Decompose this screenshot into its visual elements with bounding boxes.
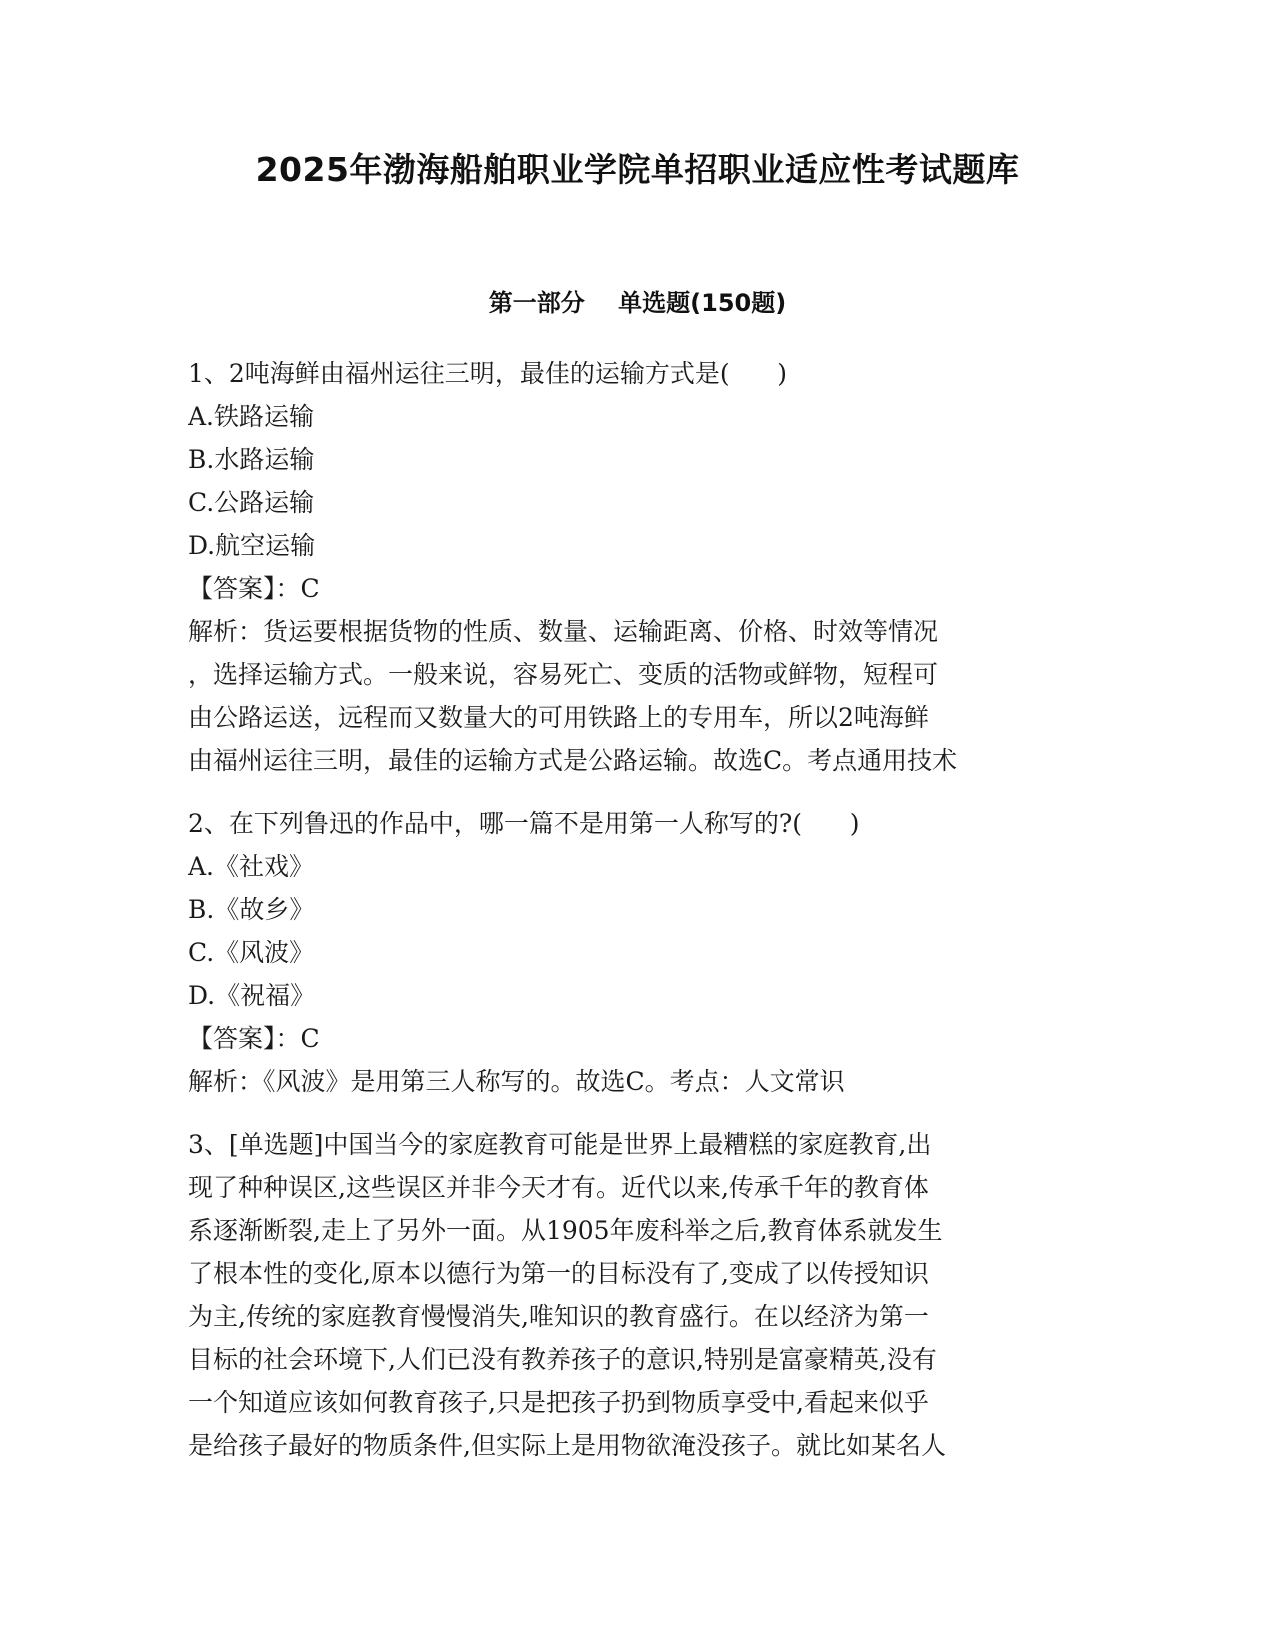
question-stem-line: 3、[单选题]中国当今的家庭教育可能是世界上最糟糕的家庭教育,出 xyxy=(188,1130,932,1159)
option-a: A.《社戏》 xyxy=(188,852,315,881)
analysis-line: 由福州运往三明，最佳的运输方式是公路运输。故选C。考点通用技术 xyxy=(188,746,958,775)
question-1 xyxy=(188,352,1088,782)
analysis-line: ，选择运输方式。一般来说，容易死亡、变质的活物或鲜物，短程可 xyxy=(188,660,939,689)
question-stem-line: 一个知道应该如何教育孩子,只是把孩子扔到物质享受中,看起来似乎 xyxy=(188,1388,929,1417)
option-a: A.铁路运输 xyxy=(188,402,315,431)
document-body xyxy=(188,352,1088,1467)
answer-line: 【答案】：C xyxy=(188,574,320,603)
option-b: B.水路运输 xyxy=(188,445,315,474)
option-c: C.公路运输 xyxy=(188,488,315,517)
question-stem-line: 目标的社会环境下,人们已没有教养孩子的意识,特别是富豪精英,没有 xyxy=(188,1345,937,1374)
option-d: D.《祝福》 xyxy=(188,981,316,1010)
question-2 xyxy=(188,802,1088,1103)
document-title: 2025年渤海船舶职业学院单招职业适应性考试题库 xyxy=(255,150,1020,189)
analysis-line: 解析：《风波》是用第三人称写的。故选C。考点：人文常识 xyxy=(188,1067,845,1096)
question-stem: 1、2吨海鲜由福州运往三明，最佳的运输方式是( ) xyxy=(188,359,788,388)
option-c: C.《风波》 xyxy=(188,938,315,967)
question-spacer xyxy=(188,782,1088,802)
answer-line: 【答案】：C xyxy=(188,1024,320,1053)
question-stem-line: 现了种种误区,这些误区并非今天才有。近代以来,传承千年的教育体 xyxy=(188,1173,929,1202)
option-d: D.航空运输 xyxy=(188,531,316,560)
question-stem-line: 系逐渐断裂,走上了另外一面。从1905年废科举之后,教育体系就发生 xyxy=(188,1216,943,1245)
question-stem-line: 是给孩子最好的物质条件,但实际上是用物欲淹没孩子。就比如某名人 xyxy=(188,1431,946,1460)
section-heading: 第一部分 单选题(150题) xyxy=(488,289,787,317)
option-b: B.《故乡》 xyxy=(188,895,315,924)
analysis-line: 解析：货运要根据货物的性质、数量、运输距离、价格、时效等情况 xyxy=(188,617,939,646)
question-stem-line: 为主,传统的家庭教育慢慢消失,唯知识的教育盛行。在以经济为第一 xyxy=(188,1302,929,1331)
question-spacer xyxy=(188,1103,1088,1123)
question-stem-line: 了根本性的变化,原本以德行为第一的目标没有了,变成了以传授知识 xyxy=(188,1259,929,1288)
question-3 xyxy=(188,1123,1088,1467)
question-stem: 2、在下列鲁迅的作品中，哪一篇不是用第一人称写的?( ) xyxy=(188,809,860,838)
analysis-line: 由公路运送，远程而又数量大的可用铁路上的专用车，所以2吨海鲜 xyxy=(188,703,929,732)
